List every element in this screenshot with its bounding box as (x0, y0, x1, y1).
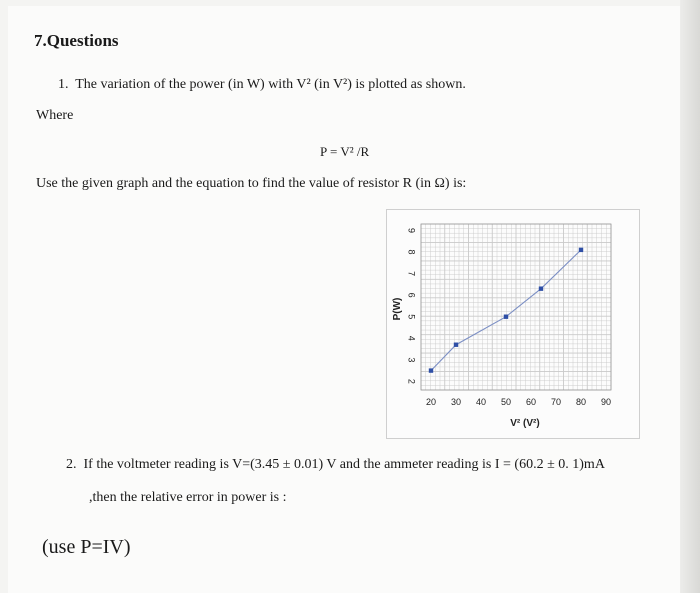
question-1-text (58, 77, 466, 93)
question-2-statement: If the voltmeter reading is V=(3.45 ± 0.01) V and the ammeter reading is I = (60.2 ± 0. 1)mA (83, 457, 605, 472)
y-tick-label: 8 (406, 249, 417, 255)
y-tick-label: 2 (406, 378, 417, 384)
question-1-number: 1. (58, 77, 69, 92)
question-2-number: 2. (66, 457, 77, 472)
power-equation: P = V² /R (320, 144, 370, 159)
data-point-marker (504, 315, 508, 319)
y-tick-label: 9 (406, 227, 417, 233)
data-point-marker (429, 368, 433, 372)
chart-svg (387, 210, 639, 438)
power-vs-voltage-squared-chart (386, 209, 640, 439)
y-tick-label: 6 (406, 292, 417, 298)
x-tick-label: 50 (500, 397, 512, 407)
x-tick-label: 90 (600, 397, 612, 407)
x-tick-label: 30 (450, 397, 462, 407)
x-tick-label: 60 (525, 397, 537, 407)
y-tick-label: 7 (406, 271, 417, 277)
x-tick-label: 80 (575, 397, 587, 407)
y-axis-label: P(W) (392, 297, 403, 321)
question-2-line-2: ,then the relative error in power is : (89, 490, 287, 505)
y-tick-label: 3 (406, 357, 417, 363)
question-1-instruction: Use the given graph and the equation to find the value of resistor R (in Ω) is: (36, 176, 467, 191)
data-point-marker (579, 248, 583, 252)
question-2-line-1 (66, 457, 605, 473)
x-tick-label: 70 (550, 397, 562, 407)
x-tick-label: 20 (425, 397, 437, 407)
data-series-line (431, 250, 581, 371)
y-tick-label: 5 (406, 314, 417, 320)
where-label: Where (36, 108, 74, 123)
x-tick-label: 40 (475, 397, 487, 407)
question-2-hint: (use P=IV) (42, 536, 131, 558)
chart-plot (429, 248, 583, 373)
page-edge-shadow (680, 0, 700, 593)
data-point-marker (539, 286, 543, 290)
y-tick-label: 4 (406, 335, 417, 341)
x-axis-label: V² (V²) (510, 418, 540, 429)
question-1-statement: The variation of the power (in W) with V² (in V²) is plotted as shown. (75, 77, 466, 92)
section-title: 7.Questions (34, 31, 119, 50)
data-point-marker (454, 343, 458, 347)
chart-ticks (407, 228, 611, 407)
